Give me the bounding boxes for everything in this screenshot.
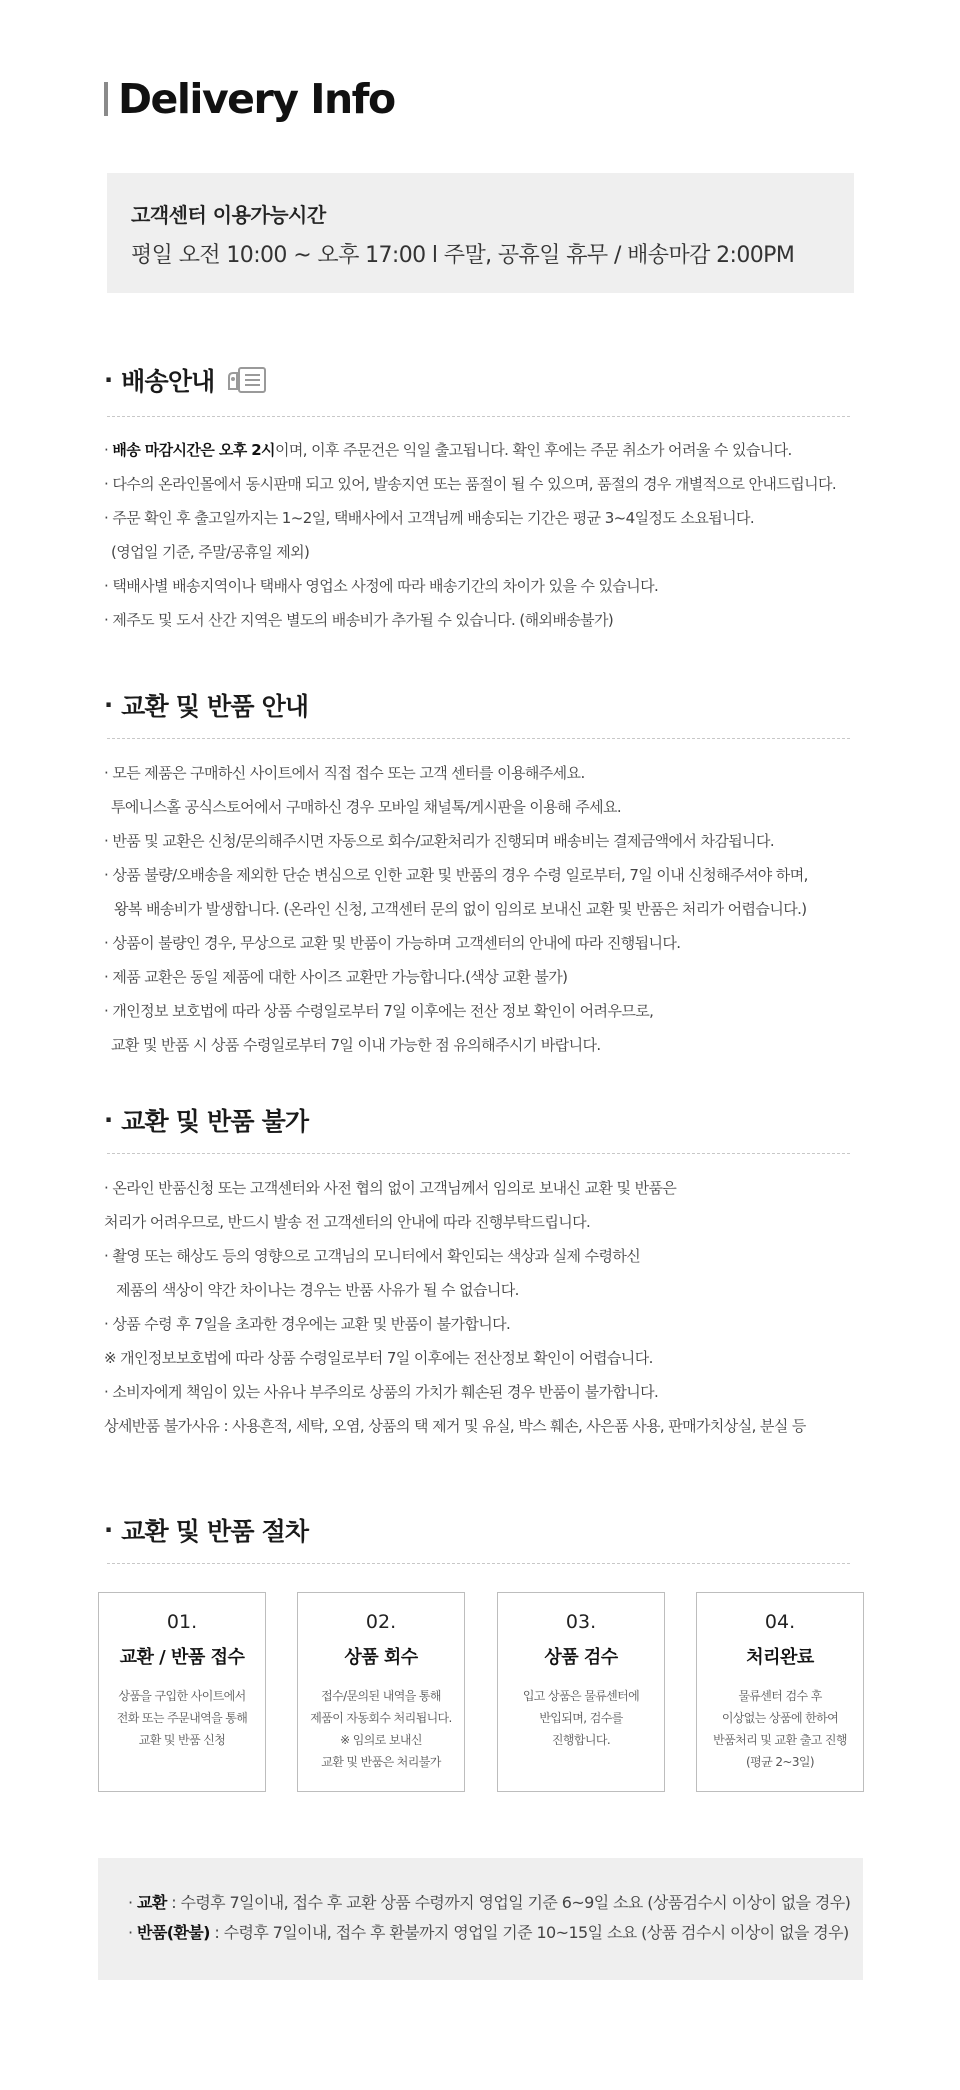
shipping-line: · 주문 확인 후 출고일까지는 1~2일, 택배사에서 고객님께 배송되는 기간은 평균 3~4일정도 소요됩니다. (104, 509, 755, 527)
page-title-text: Delivery Info (118, 75, 395, 123)
exchange-info-list (104, 756, 894, 1062)
shipping-info-list (104, 433, 894, 637)
step-desc-line: 입고 상품은 물류센터에 (522, 1689, 640, 1703)
exchange-unavailable-line: 상세반품 불가사유 : 사용흔적, 세탁, 오염, 상품의 택 제거 및 유실, 박스 훼손, 사은품 사용, 판매가치상실, 분실 등 (104, 1417, 806, 1435)
shipping-line: · 다수의 온라인몰에서 동시판매 되고 있어, 발송지연 또는 품절이 될 수 있으며, 품절의 경우 개별적으로 안내드립니다. (104, 475, 837, 493)
exchange-unavailable-line: · 온라인 반품신청 또는 고객센터와 사전 협의 없이 고객님께서 임의로 보내신 교환 및 반품은 (104, 1179, 677, 1197)
step-desc-line: 이상없는 상품에 한하여 (721, 1711, 839, 1725)
procedure-heading-text: 교환 및 반품 절차 (121, 1517, 309, 1546)
exchange-info-line: · 상품 불량/오배송을 제외한 단순 변심으로 인한 교환 및 반품의 경우 수령 일로부터, 7일 이내 신청해주셔야 하며, (104, 866, 808, 884)
exchange-info-line: · 제품 교환은 동일 제품에 대한 사이즈 교환만 가능합니다.(색상 교환 불가) (104, 968, 568, 986)
shipping-line: (영업일 기준, 주말/공휴일 제외) (111, 543, 310, 561)
step-title: 처리완료 (746, 1647, 814, 1668)
step-number: 01. (166, 1611, 198, 1633)
exchange-info-line: 교환 및 반품 시 상품 수령일로부터 7일 이내 가능한 점 유의해주시기 바랍니다. (111, 1036, 601, 1054)
heading-bullet: · (104, 691, 114, 719)
exchange-info-line: · 개인정보 보호법에 따라 상품 수령일로부터 7일 이후에는 전산 정보 확인이 어려우므로, (104, 1002, 654, 1020)
exchange-info-line: 투에니스홀 공식스토어에서 구매하신 경우 모바일 채널톡/게시판을 이용해 주세요. (111, 798, 622, 816)
refund-summary-text: : 수령후 7일이내, 접수 후 환불까지 영업일 기준 10~15일 소요 (상품 검수시 이상이 없을 경우) (209, 1923, 849, 1942)
exchange-summary-text: : 수령후 7일이내, 접수 후 교환 상품 수령까지 영업일 기준 6~9일 소요 (상품검수시 이상이 없을 경우) (166, 1893, 851, 1912)
procedure-step-card (98, 1592, 266, 1792)
shipping-section-heading (104, 362, 269, 398)
exchange-info-line: · 반품 및 교환은 신청/문의해주시면 자동으로 회수/교환처리가 진행되며 배송비는 결제금액에서 차감됩니다. (104, 832, 775, 850)
section-divider (107, 1153, 850, 1154)
refund-summary-line: · 반품(환불) : 수령후 7일이내, 접수 후 환불까지 영업일 기준 10~15일 소요 (상품 검수시 이상이 없을 경우) (128, 1923, 849, 1942)
exchange-unavailable-section-heading (104, 1102, 308, 1138)
exchange-unavailable-line: 제품의 색상이 약간 차이나는 경우는 반품 사유가 될 수 없습니다. (116, 1281, 519, 1299)
cutoff-time-rest: 이며, 이후 주문건은 익일 출고됩니다. 확인 후에는 주문 취소가 어려울 수 있습니다. (274, 441, 792, 459)
heading-bullet: · (104, 1516, 114, 1544)
procedure-step-card (297, 1592, 465, 1792)
procedure-section-heading (104, 1512, 308, 1548)
section-divider (107, 1563, 850, 1564)
shipping-line: · 제주도 및 도서 산간 지역은 별도의 배송비가 추가될 수 있습니다. (해외배송불가) (104, 611, 614, 629)
step-description (298, 1685, 464, 1773)
heading-bullet: · (104, 1106, 114, 1134)
exchange-unavailable-list (104, 1171, 894, 1443)
exchange-summary-label: 교환 (136, 1893, 167, 1912)
procedure-step-card (696, 1592, 864, 1792)
exchange-info-heading-text: 교환 및 반품 안내 (121, 692, 309, 721)
step-desc-line: 전화 또는 주문내역을 통해 (116, 1711, 248, 1725)
page-title (104, 74, 395, 124)
exchange-unavailable-line: · 소비자에게 책임이 있는 사유나 부주의로 상품의 가치가 훼손된 경우 반품이 불가합니다. (104, 1383, 659, 1401)
exchange-info-line: 왕복 배송비가 발생합니다. (온라인 신청, 고객센터 문의 없이 임의로 보내신 교환 및 반품은 처리가 어렵습니다.) (114, 900, 807, 918)
step-desc-line: 교환 및 반품 신청 (138, 1733, 226, 1747)
shipping-line: · 택배사별 배송지역이나 택배사 영업소 사정에 따라 배송기간의 차이가 있을 수 있습니다. (104, 577, 659, 595)
step-number: 02. (365, 1611, 397, 1633)
exchange-summary-line: · 교환 : 수령후 7일이내, 접수 후 교환 상품 수령까지 영업일 기준 6~9일 소요 (상품검수시 이상이 없을 경우) (128, 1893, 851, 1912)
customer-center-hours-box (107, 173, 854, 293)
step-title: 교환 / 반품 접수 (119, 1647, 245, 1668)
step-number: 03. (565, 1611, 597, 1633)
shipping-line-cutoff: · 배송 마감시간은 오후 2시이며, 이후 주문건은 익일 출고됩니다. 확인 후에는 주문 취소가 어려울 수 있습니다. (104, 441, 792, 459)
step-desc-line: 반품처리 및 교환 출고 진행 (713, 1733, 847, 1747)
step-description (697, 1685, 863, 1773)
exchange-unavailable-line: ※ 개인정보보호법에 따라 상품 수령일로부터 7일 이후에는 전산정보 확인이 어렵습니다. (104, 1349, 653, 1367)
shipping-heading-text: 배송안내 (121, 367, 215, 396)
section-divider (107, 416, 850, 417)
exchange-info-section-heading (104, 687, 308, 723)
step-desc-line: ※ 임의로 보내신 (340, 1733, 422, 1747)
hours-label: 고객센터 이용가능시간 (131, 203, 326, 227)
exchange-unavailable-line: · 촬영 또는 해상도 등의 영향으로 고객님의 모니터에서 확인되는 색상과 실제 수령하신 (104, 1247, 641, 1265)
procedure-step-card (497, 1592, 665, 1792)
processing-time-summary-box (98, 1858, 863, 1980)
step-desc-line: 반입되며, 검수를 (539, 1711, 623, 1725)
hours-value: 평일 오전 10:00 ~ 오후 17:00 l 주말, 공휴일 휴무 / 배송마감 2:00PM (131, 243, 795, 268)
step-number: 04. (764, 1611, 796, 1633)
refund-summary-label: 반품(환불) (136, 1923, 210, 1942)
step-desc-line: 상품을 구입한 사이트에서 (118, 1689, 246, 1703)
exchange-info-line: · 상품이 불량인 경우, 무상으로 교환 및 반품이 가능하며 고객센터의 안내에 따라 진행됩니다. (104, 934, 681, 952)
title-accent-bar (104, 82, 108, 116)
step-desc-line: 물류센터 검수 후 (738, 1689, 822, 1703)
step-desc-line: 진행합니다. (551, 1733, 611, 1747)
exchange-unavailable-line: · 상품 수령 후 7일을 초과한 경우에는 교환 및 반품이 불가합니다. (104, 1315, 511, 1333)
exchange-unavailable-line: 처리가 어려우므로, 반드시 발송 전 고객센터의 안내에 따라 진행부탁드립니다. (104, 1213, 591, 1231)
heading-bullet: · (104, 366, 114, 394)
exchange-unavailable-heading-text: 교환 및 반품 불가 (121, 1107, 309, 1136)
delivery-receipt-icon (225, 365, 269, 395)
section-divider (107, 738, 850, 739)
step-desc-line: 접수/문의된 내역을 통해 (321, 1689, 441, 1703)
step-desc-line: 교환 및 반품은 처리불가 (321, 1755, 441, 1769)
step-title: 상품 검수 (544, 1647, 618, 1668)
step-description (99, 1685, 265, 1751)
step-desc-line: (평균 2~3일) (746, 1755, 814, 1769)
cutoff-time-bold: 배송 마감시간은 오후 2시 (112, 441, 275, 459)
step-title: 상품 회수 (344, 1647, 418, 1668)
step-desc-line: 제품이 자동회수 처리됩니다. (310, 1711, 452, 1725)
step-description (498, 1685, 664, 1751)
exchange-info-line: · 모든 제품은 구매하신 사이트에서 직접 접수 또는 고객 센터를 이용해주세요. (104, 764, 585, 782)
